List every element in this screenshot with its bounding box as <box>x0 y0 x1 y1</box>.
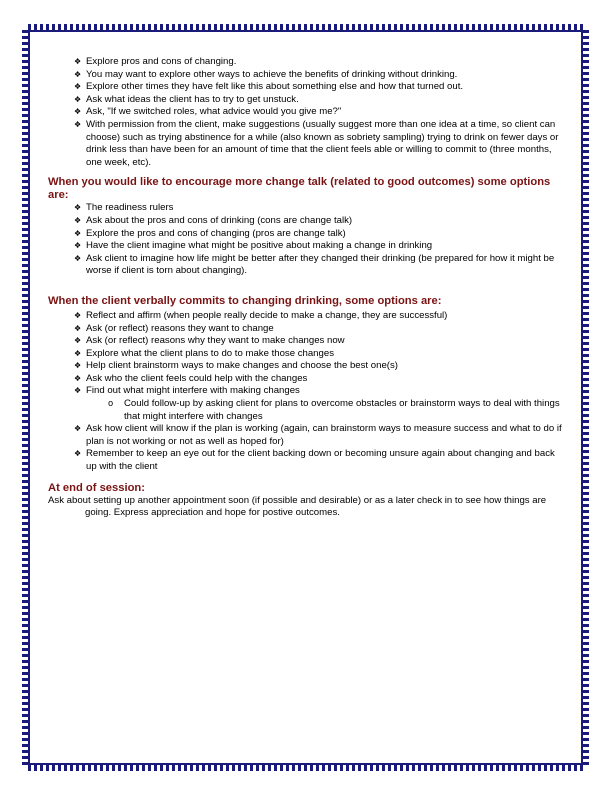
list-item: ❖ Ask who the client feels could help with the changes <box>48 373 563 386</box>
border-right-pattern <box>583 30 589 765</box>
border-left-pattern <box>22 30 28 765</box>
list-item-text: Find out what might interfere with making changes <box>86 385 300 397</box>
list-item: ❖ Explore other times they have felt like this about something else and how that turned out. <box>48 81 563 94</box>
list-item: ❖ Ask what ideas the client has to try to get unstuck. <box>48 94 563 107</box>
list-item: ❖ Explore the pros and cons of changing (pros are change talk) <box>48 228 563 241</box>
list-item: ❖ Ask about the pros and cons of drinking (cons are change talk) <box>48 215 563 228</box>
list-item: ❖ Remember to keep an eye out for the client backing down or becoming unsure again about changing and back up with the client <box>48 448 563 473</box>
sub-list <box>86 398 563 423</box>
commits-heading: When the client verbally commits to changing drinking, some options are: <box>48 294 442 307</box>
list-item: ❖ Ask (or reflect) reasons why they want to make changes now <box>48 335 563 348</box>
intro-list <box>48 56 563 169</box>
list-item: ❖ The readiness rulers <box>48 202 563 215</box>
list-item: ❖ Ask, "If we switched roles, what advice would you give me?" <box>48 106 563 119</box>
list-item: ❖ Have the client imagine what might be positive about making a change in drinking <box>48 240 563 253</box>
list-item: ❖ You may want to explore other ways to achieve the benefits of drinking without drinking. <box>48 69 563 82</box>
list-item: ❖ Ask how client will know if the plan is working (again, can brainstorm ways to measure success and what to do if plan is not working or not as well as hoped for) <box>48 423 563 448</box>
list-item: ❖ Reflect and affirm (when people really decide to make a change, they are successful) <box>48 310 563 323</box>
end-session-heading: At end of session: <box>48 481 145 494</box>
list-item: ❖ With permission from the client, make suggestions (usually suggest more than one idea at a time, so client can choose) such as trying abstinence for a while (also known as sobriety sampling) trying to drink on fewer days or drink less than have been for an amount of time that the client feels able or willing to commit to (three months, one week, etc). <box>48 119 563 169</box>
list-item: ❖ Ask client to imagine how life might be better after they changed their drinking (be prepared for how it might be worse if client is torn about changing). <box>48 253 563 278</box>
document-body <box>48 56 563 520</box>
list-item <box>48 385 563 423</box>
list-item: ❖ Explore pros and cons of changing. <box>48 56 563 69</box>
list-item: ❖ Ask (or reflect) reasons they want to change <box>48 323 563 336</box>
list-item: ❖ Explore what the client plans to do to make those changes <box>48 348 563 361</box>
change-talk-list <box>48 202 563 278</box>
list-item: ❖ Help client brainstorm ways to make changes and choose the best one(s) <box>48 360 563 373</box>
sub-list-item: o Could follow-up by asking client for plans to overcome obstacles or brainstorm ways to deal with things that might interfere with changes <box>86 398 563 423</box>
end-session-text: Ask about setting up another appointment soon (if possible and desirable) or as a later check in to see how things are going. Express appreciation and hope for postive outcomes. <box>48 494 547 519</box>
commits-list <box>48 310 563 474</box>
change-talk-heading: When you would like to encourage more change talk (related to good outcomes) some options are: <box>48 176 551 202</box>
